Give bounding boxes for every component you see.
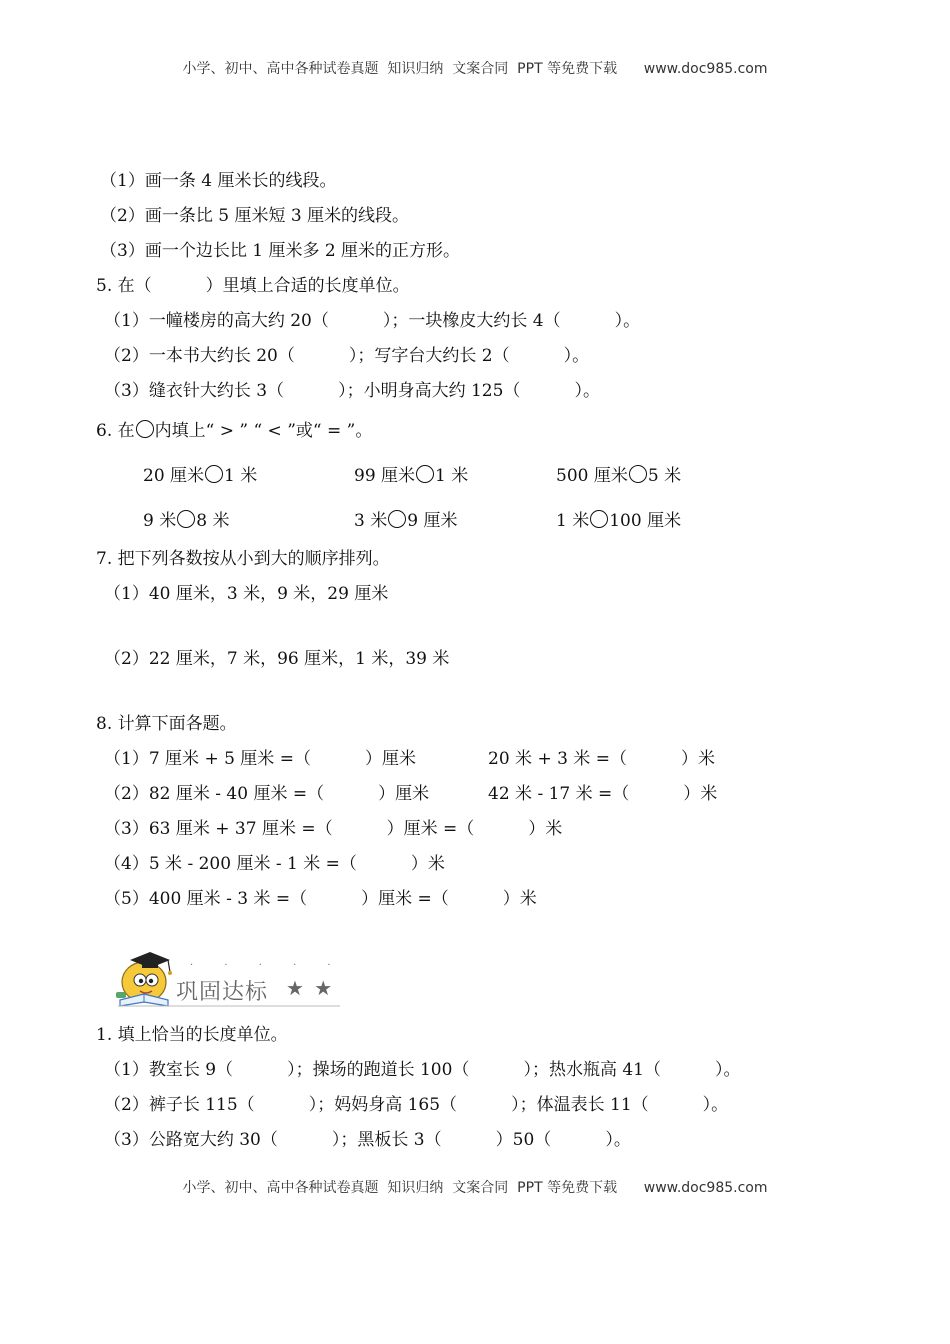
q7-item-2: （2）22 厘米，7 米，96 厘米，1 米，39 米: [104, 649, 450, 669]
q6-right: 5 米: [647, 466, 682, 486]
q8-title: 8. 计算下面各题。: [96, 714, 237, 734]
p1-title: 1. 填上恰当的长度单位。: [96, 1025, 288, 1045]
compare-circle[interactable]: [416, 465, 434, 483]
q6-compare-1-2: [354, 465, 468, 487]
q5-item-1: （1）一幢楼房的高大约 20（ ）；一块橡皮大约长 4（ ）。: [104, 311, 641, 331]
q6-compare-1-1: [143, 465, 257, 487]
q8-row-1a: （1）7 厘米 + 5 厘米 =（ ）厘米: [104, 749, 416, 769]
compare-circle[interactable]: [177, 510, 195, 528]
q6-compare-2-3: [556, 510, 681, 532]
page-header: 小学、初中、高中各种试卷真题 知识归纳 文案合同 PPT 等免费下载 www.doc985.com: [182, 61, 768, 77]
p1-item-1: （1）教室长 9（ ）；操场的跑道长 100（ ）；热水瓶高 41（ ）。: [104, 1060, 741, 1080]
q8-row-2b: 42 米 - 17 米 =（ ）米: [488, 784, 718, 804]
q6-right: 100 厘米: [609, 511, 682, 531]
q7-title: 7. 把下列各数按从小到大的顺序排列。: [96, 549, 390, 569]
q6-left: 99 厘米: [354, 466, 416, 486]
q8-row-5: （5）400 厘米 - 3 米 =（ ）厘米 =（ ）米: [104, 889, 537, 909]
compare-circle[interactable]: [590, 510, 608, 528]
page-footer: 小学、初中、高中各种试卷真题 知识归纳 文案合同 PPT 等免费下载 www.doc985.com: [182, 1180, 768, 1196]
q6-left: 9 米: [143, 511, 177, 531]
q6-right: 1 米: [435, 466, 469, 486]
mascot-icon: [116, 952, 172, 1006]
star-rating: ★ ★: [286, 976, 335, 1000]
q4-item-2: （2）画一条比 5 厘米短 3 厘米的线段。: [100, 206, 410, 226]
q6-left: 20 厘米: [143, 466, 205, 486]
q6-title-b: 内填上“ > ” “ < ”或“ = ”。: [154, 421, 373, 441]
q6-left: 500 厘米: [556, 466, 628, 486]
q8-row-3: （3）63 厘米 + 37 厘米 =（ ）厘米 =（ ）米: [104, 819, 563, 839]
q6-left: 1 米: [556, 511, 590, 531]
q4-item-1: （1）画一条 4 厘米长的线段。: [100, 171, 337, 191]
q6-compare-1-3: [556, 465, 681, 487]
compare-circle[interactable]: [388, 510, 406, 528]
q5-item-2: （2）一本书大约长 20（ ）；写字台大约长 2（ ）。: [104, 346, 590, 366]
circle-blank-icon: [136, 420, 154, 438]
q6-right: 9 厘米: [407, 511, 458, 531]
q6-left: 3 米: [354, 511, 388, 531]
compare-circle[interactable]: [629, 465, 647, 483]
q8-row-2a: （2）82 厘米 - 40 厘米 =（ ）厘米: [104, 784, 430, 804]
q6-title-a: 6. 在: [96, 421, 135, 441]
q6-compare-2-2: [354, 510, 457, 532]
q5-title: 5. 在（ ）里填上合适的长度单位。: [96, 276, 410, 296]
q4-item-3: （3）画一个边长比 1 厘米多 2 厘米的正方形。: [100, 241, 461, 261]
p1-item-3: （3）公路宽大约 30（ ）；黑板长 3（ ）50（ ）。: [104, 1130, 631, 1150]
q8-row-4: （4）5 米 - 200 厘米 - 1 米 =（ ）米: [104, 854, 445, 874]
q6-right: 8 米: [196, 511, 230, 531]
q6-compare-2-1: [143, 510, 229, 532]
banner-dots: · · · · ·: [190, 960, 345, 971]
q5-item-3: （3）缝衣针大约长 3（ ）；小明身高大约 125（ ）。: [104, 381, 600, 401]
q6-right: 1 米: [224, 466, 258, 486]
q8-row-1b: 20 米 + 3 米 =（ ）米: [488, 749, 715, 769]
section-title: 巩固达标: [176, 980, 269, 1005]
compare-circle[interactable]: [205, 465, 223, 483]
q7-item-1: （1）40 厘米，3 米，9 米，29 厘米: [104, 584, 389, 604]
p1-item-2: （2）裤子长 115（ ）；妈妈身高 165（ ）；体温表长 11（ ）。: [104, 1095, 729, 1115]
q6-title: [96, 420, 372, 442]
